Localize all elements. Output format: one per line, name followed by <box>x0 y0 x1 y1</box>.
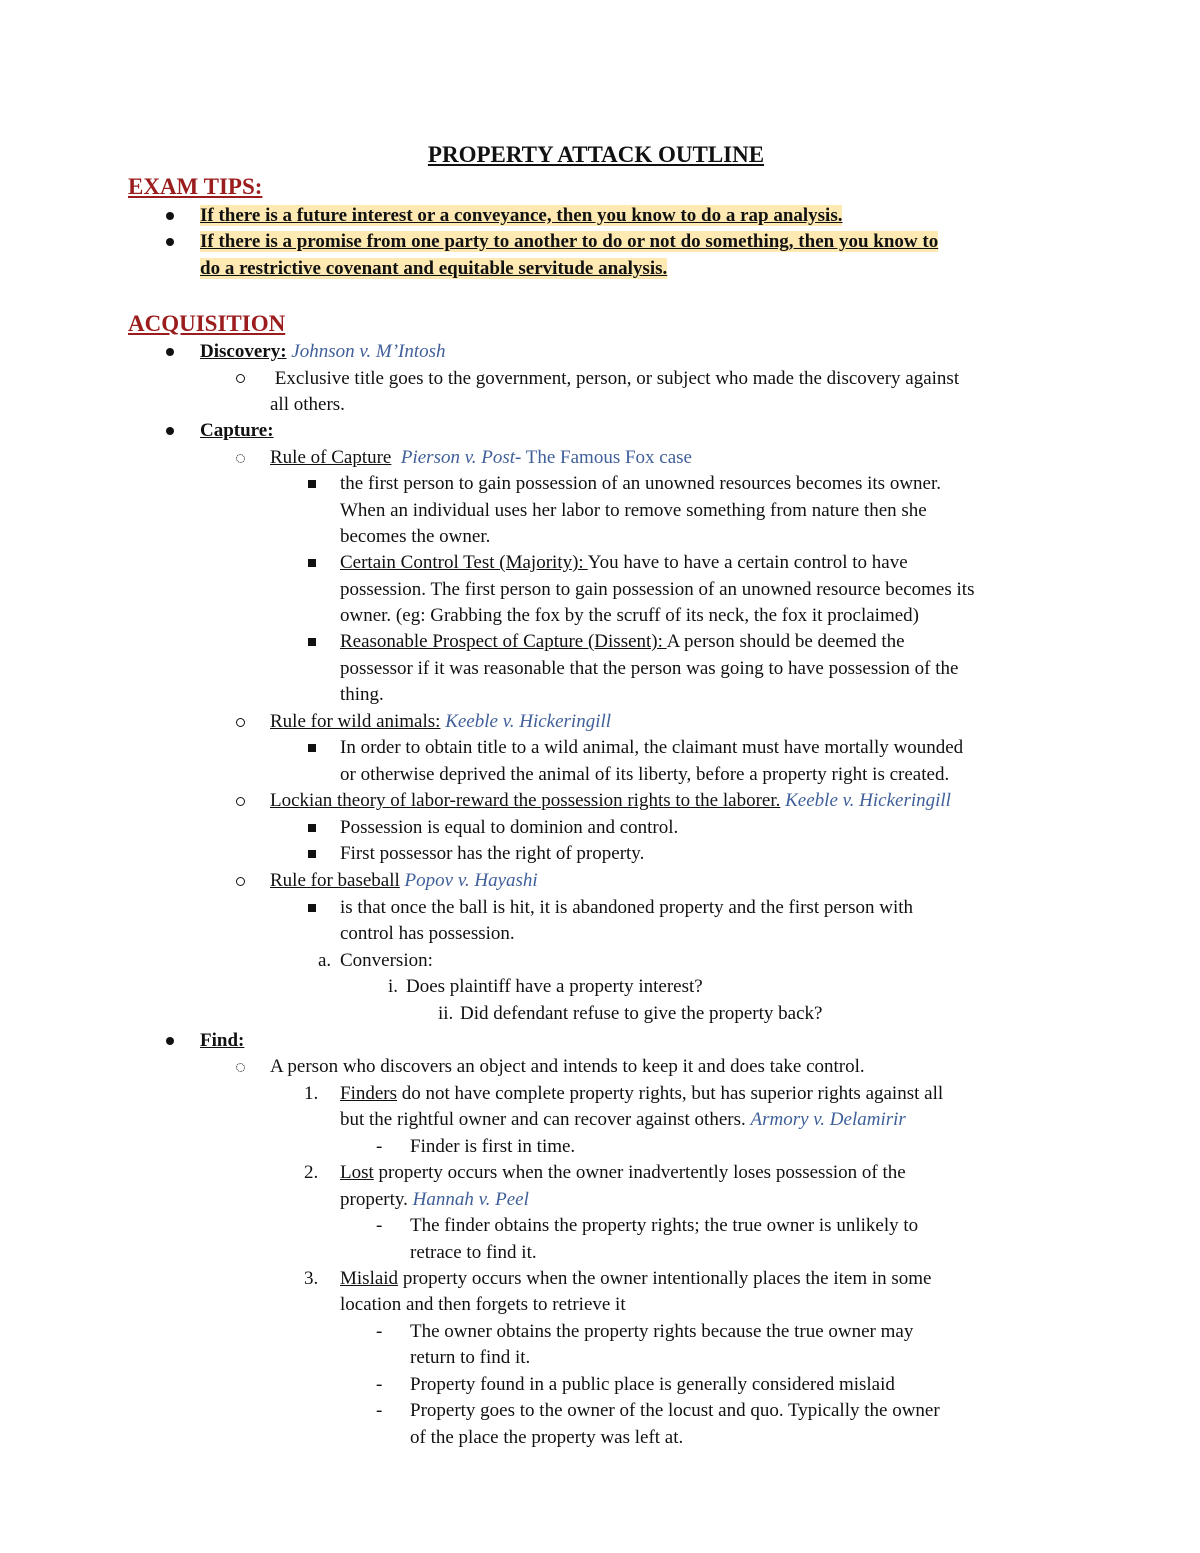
conversion-question-2: Did defendant refuse to give the property back? <box>460 1003 823 1024</box>
mislaid-detail-1-cont: return to find it. <box>410 1347 531 1368</box>
conversion-item: Conversion: <box>340 950 433 971</box>
discovery-rule: Exclusive title goes to the government, person, or subject who made the discovery against <box>270 368 960 389</box>
conversion-question-1: Does plaintiff have a property interest? <box>406 976 703 997</box>
capture-label: Capture: <box>200 420 274 441</box>
list-marker: i. <box>388 976 399 997</box>
square-bullet-icon <box>308 850 316 858</box>
mislaid-detail-2: Property found in a public place is generally considered mislaid <box>410 1374 895 1395</box>
wild-animals-point: In order to obtain title to a wild animal, the claimant must have mortally wounded <box>340 737 964 758</box>
bullet-icon <box>166 212 174 220</box>
baseball-point-cont: control has possession. <box>340 923 515 944</box>
certain-control-test-cont: owner. (eg: Grabbing the fox by the scruff of its neck, the fox it proclaimed) <box>340 605 919 626</box>
list-number: 2. <box>304 1162 319 1183</box>
mislaid-property-item: Mislaid property occurs when the owner intentionally places the item in some <box>340 1268 932 1289</box>
certain-control-test: Certain Control Test (Majority): You have to have a certain control to have <box>340 552 908 573</box>
dash-marker: - <box>376 1400 383 1421</box>
discovery-label: Discovery: <box>200 341 287 362</box>
list-marker: a. <box>318 950 332 971</box>
case-citation: Johnson v. M’Intosh <box>291 341 446 362</box>
rule-of-capture: Rule of Capture Pierson v. Post- The Famous Fox case <box>270 447 692 468</box>
dotted-circle-bullet-icon <box>236 1063 245 1072</box>
find-label: Find: <box>200 1030 245 1051</box>
dotted-circle-bullet-icon <box>236 454 245 463</box>
baseball-rule: Rule for baseball Popov v. Hayashi <box>270 870 538 891</box>
capture-point-1-cont: becomes the owner. <box>340 526 491 547</box>
dash-marker: - <box>376 1136 383 1157</box>
list-marker: ii. <box>438 1003 454 1024</box>
discovery-item <box>200 339 446 365</box>
page-title: PROPERTY ATTACK OUTLINE <box>427 142 765 167</box>
mislaid-property-item-cont: location and then forgets to retrieve it <box>340 1294 626 1315</box>
square-bullet-icon <box>308 480 316 488</box>
square-bullet-icon <box>308 824 316 832</box>
square-bullet-icon <box>308 638 316 646</box>
circle-bullet-icon <box>236 877 245 886</box>
lockian-theory: Lockian theory of labor-reward the possession rights to the laborer. Keeble v. Hickeringill <box>270 790 951 811</box>
reasonable-prospect: Reasonable Prospect of Capture (Dissent): A person should be deemed the <box>340 631 905 652</box>
dash-marker: - <box>376 1321 383 1342</box>
list-number: 1. <box>304 1083 319 1104</box>
dash-marker: - <box>376 1215 383 1236</box>
circle-bullet-icon <box>236 718 245 727</box>
capture-point-1-cont: When an individual uses her labor to remove something from nature then she <box>340 500 927 521</box>
lost-property-item: Lost property occurs when the owner inadvertently loses possession of the <box>340 1162 906 1183</box>
square-bullet-icon <box>308 744 316 752</box>
circle-bullet-icon <box>236 797 245 806</box>
exam-tip-2: If there is a promise from one party to another to do or not do something, then you know to <box>200 231 939 252</box>
find-item <box>200 1028 244 1054</box>
finders-item-cont: but the rightful owner and can recover against others. Armory v. Delamirir <box>340 1109 906 1130</box>
mislaid-detail-3: Property goes to the owner of the locust and quo. Typically the owner <box>410 1400 940 1421</box>
mislaid-detail-3-cont: of the place the property was left at. <box>410 1427 684 1448</box>
exam-tip-1: If there is a future interest or a conveyance, then you know to do a rap analysis. <box>200 205 843 226</box>
wild-animals-rule: Rule for wild animals: Keeble v. Hickeringill <box>270 711 612 732</box>
bullet-icon <box>166 238 174 246</box>
acquisition-heading: ACQUISITION <box>128 311 286 336</box>
lost-property-item-cont: property. Hannah v. Peel <box>340 1189 529 1210</box>
bullet-icon <box>166 427 174 435</box>
wild-animals-point-cont: or otherwise deprived the animal of its liberty, before a property right is created. <box>340 764 950 785</box>
lost-property-detail-cont: retrace to find it. <box>410 1242 537 1263</box>
finders-item: Finders do not have complete property rights, but has superior rights against all <box>340 1083 944 1104</box>
bullet-icon <box>166 348 174 356</box>
baseball-point: is that once the ball is hit, it is abandoned property and the first person with <box>340 897 914 918</box>
square-bullet-icon <box>308 559 316 567</box>
bullet-icon <box>166 1037 174 1045</box>
dash-marker: - <box>376 1374 383 1395</box>
exam-tip-2-cont: do a restrictive covenant and equitable servitude analysis. <box>200 258 668 279</box>
reasonable-prospect-cont: thing. <box>340 684 384 705</box>
lockian-point-2: First possessor has the right of property. <box>340 843 645 864</box>
lockian-point-1: Possession is equal to dominion and control. <box>340 817 679 838</box>
lost-property-detail: The finder obtains the property rights; the true owner is unlikely to <box>410 1215 919 1236</box>
find-definition: A person who discovers an object and intends to keep it and does take control. <box>270 1056 865 1077</box>
exam-tips-heading: EXAM TIPS: <box>128 174 263 199</box>
certain-control-test-cont: possession. The first person to gain possession of an unowned resource becomes its <box>340 579 975 600</box>
capture-point-1: the first person to gain possession of an unowned resources becomes its owner. <box>340 473 942 494</box>
list-number: 3. <box>304 1268 319 1289</box>
discovery-rule-cont: all others. <box>270 394 345 415</box>
circle-bullet-icon <box>236 374 245 383</box>
reasonable-prospect-cont: possessor if it was reasonable that the person was going to have possession of the <box>340 658 959 679</box>
square-bullet-icon <box>308 904 316 912</box>
mislaid-detail-1: The owner obtains the property rights because the true owner may <box>410 1321 914 1342</box>
capture-item <box>200 418 274 444</box>
finders-detail: Finder is first in time. <box>410 1136 576 1157</box>
